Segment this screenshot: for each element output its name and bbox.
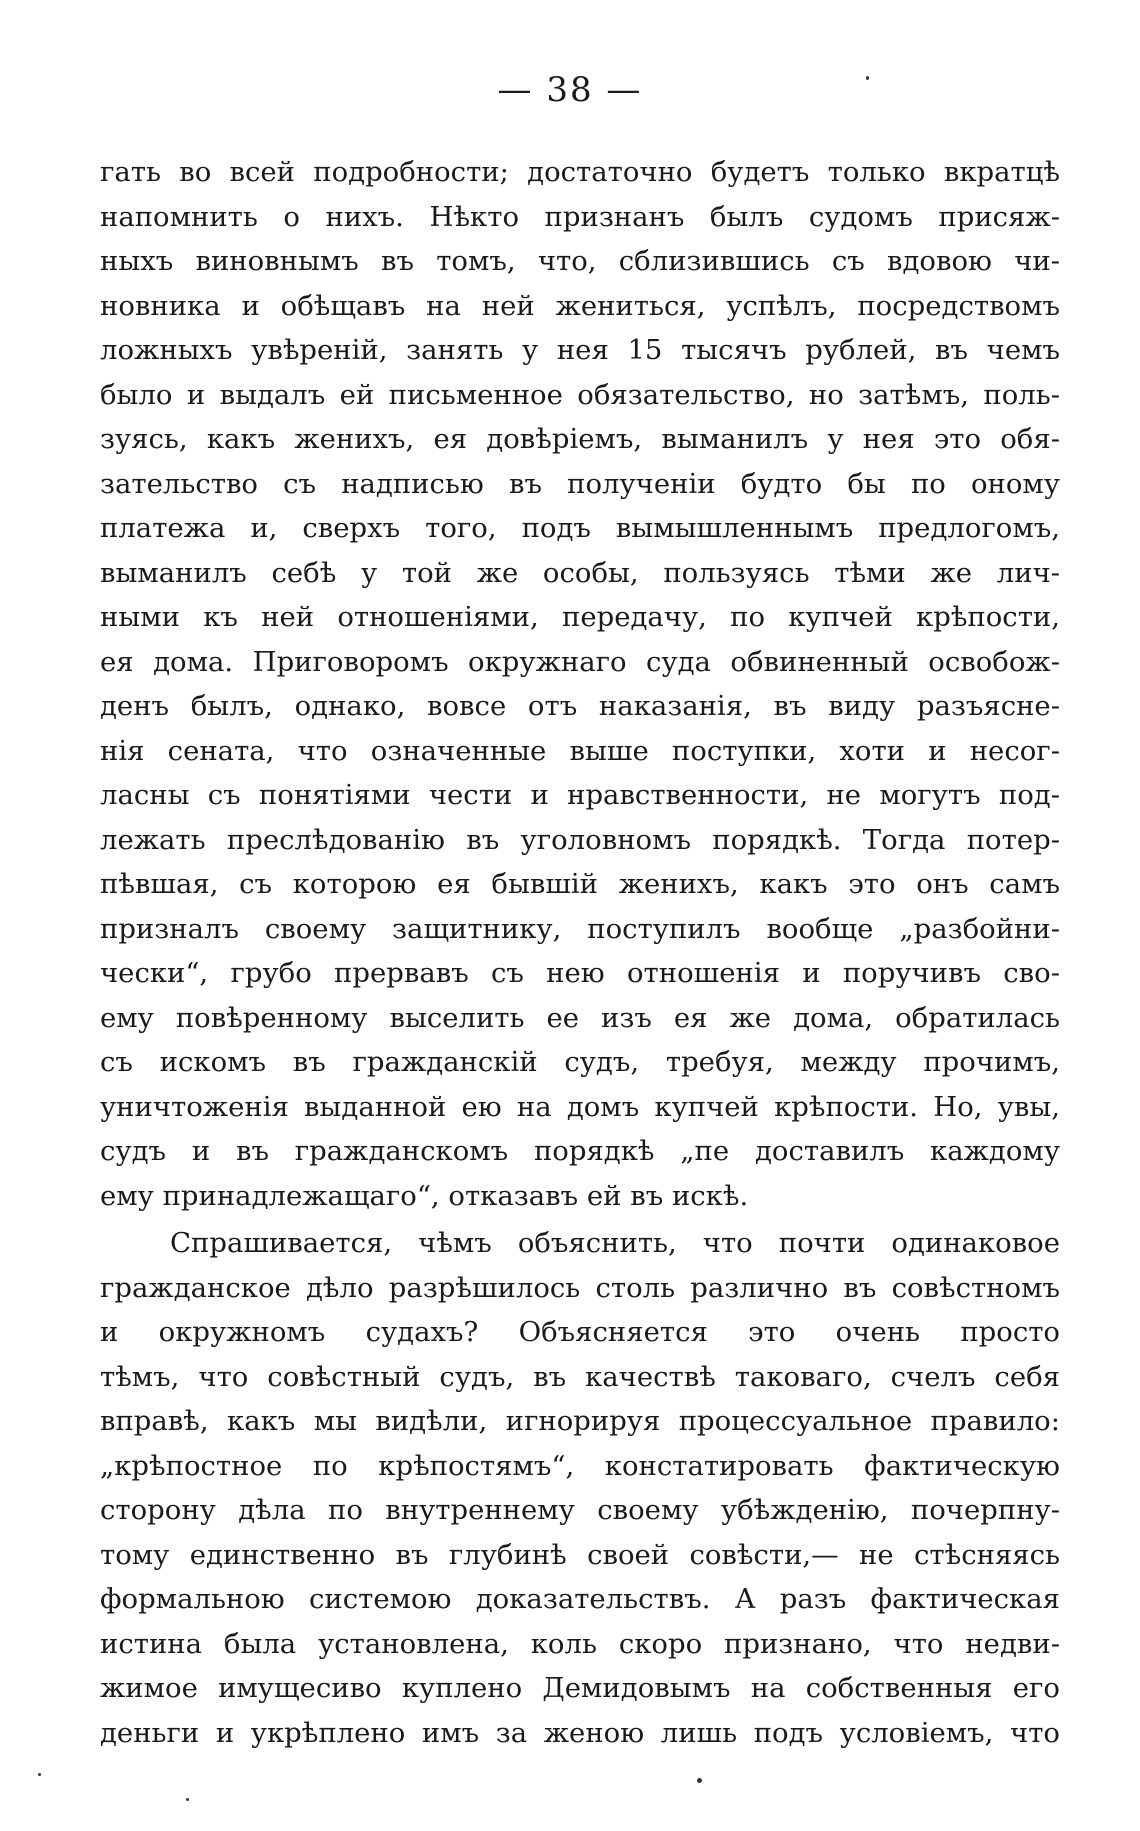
ink-speck xyxy=(186,1798,189,1801)
text-line: зуясь, какъ женихъ, ея довѣріемъ, выманилъ у нея это обя- xyxy=(100,423,1060,455)
text-line: и окружномъ судахъ? Объясняется это очень просто xyxy=(100,1316,1060,1348)
text-line: деньги и укрѣплено имъ за женою лишь подъ условіемъ, что xyxy=(100,1716,1060,1749)
text-line: лежать преслѣдованію въ уголовномъ порядкѣ. Тогда потер- xyxy=(100,823,1060,856)
text-line: гражданское дѣло разрѣшилось столь различно въ совѣстномъ xyxy=(100,1271,1060,1304)
text-line: зательство съ надписью въ полученіи будто бы по оному xyxy=(100,467,1060,500)
text-line: тому единственно въ глубинѣ своей совѣсти,— не стѣсняясь xyxy=(100,1538,1060,1571)
text-line: истина была установлена, коль скоро признано, что недви- xyxy=(100,1627,1060,1660)
text-line: призналъ своему защитнику, поступилъ вообще „разбойни- xyxy=(100,912,1060,945)
text-line: съ искомъ въ гражданскій судъ, требуя, между прочимъ, xyxy=(100,1046,1060,1078)
text-line: уничтоженія выданной ею на домъ купчей крѣпости. Но, увы, xyxy=(100,1090,1060,1123)
text-line: судъ и въ гражданскомъ порядкѣ „пе доставилъ каждому xyxy=(100,1135,1060,1167)
text-line: ложныхъ увѣреній, занять у нея 15 тысячъ рублей, въ чемъ xyxy=(100,334,1060,366)
ink-speck xyxy=(697,1778,702,1783)
ink-speck xyxy=(866,76,869,80)
text-line: „крѣпостное по крѣпостямъ“, констатировать фактическую xyxy=(100,1449,1060,1482)
text-line: нія сената, что означенные выше поступки, хоти и несог- xyxy=(100,734,1060,767)
text-line: ему принадлежащаго“, отказавъ ей въ искѣ. xyxy=(100,1179,749,1212)
text-line: сторону дѣла по внутреннему своему убѣжденію, почерпну- xyxy=(100,1494,1060,1526)
paragraph-1 xyxy=(100,150,1060,1218)
text-line: чески“, грубо прервавъ съ нею отношенія и поручивъ сво- xyxy=(100,957,1060,989)
text-line: ласны съ понятіями чести и нравственности, не могутъ под- xyxy=(100,779,1060,811)
text-line: жимое имущесиво куплено Демидовымъ на собственныя его xyxy=(100,1672,1060,1704)
text-line: выманилъ себѣ у той же особы, пользуясь тѣми же лич- xyxy=(100,556,1060,589)
text-line: ему повѣренному выселить ее изъ ея же дома, обратилась xyxy=(100,1001,1060,1034)
text-line: гать во всей подробности; достаточно будетъ только вкратцѣ xyxy=(100,156,1060,188)
text-line: вправѣ, какъ мы видѣли, игнорируя процессуальное правило: xyxy=(100,1405,1060,1437)
text-line: формальною системою доказательствъ. А разъ фактическая xyxy=(100,1583,1060,1615)
text-line: напомнить о нихъ. Нѣкто признанъ былъ судомъ присяж- xyxy=(100,200,1060,233)
text-line: денъ былъ, однако, вовсе отъ наказанія, въ виду разъясне- xyxy=(100,690,1060,722)
text-line: пѣвшая, съ которою ея бывшій женихъ, какъ это онъ самъ xyxy=(100,868,1060,900)
text-line: платежа и, сверхъ того, подъ вымышленнымъ предлогомъ, xyxy=(100,512,1060,544)
text-line: ныхъ виновнымъ въ томъ, что, сблизившись съ вдовою чи- xyxy=(100,245,1060,277)
text-line: ными къ ней отношеніями, передачу, по купчей крѣпости, xyxy=(100,601,1060,633)
text-line: Спрашивается, чѣмъ объяснить, что почти одинаковое xyxy=(170,1227,1060,1259)
body-text xyxy=(100,150,1060,1755)
text-line: тѣмъ, что совѣстный судъ, въ качествѣ таковаго, счелъ себя xyxy=(100,1360,1060,1393)
ink-speck xyxy=(38,1773,41,1776)
page-number: — 38 — xyxy=(497,70,643,110)
text-line: новника и обѣщавъ на ней жениться, успѣлъ, посредствомъ xyxy=(100,289,1060,322)
text-line: ея дома. Приговоромъ окружнаго суда обвиненный освобож- xyxy=(100,645,1060,678)
paragraph-2 xyxy=(100,1221,1060,1755)
text-line: было и выдалъ ей письменное обязательство, но затѣмъ, поль- xyxy=(100,378,1060,411)
